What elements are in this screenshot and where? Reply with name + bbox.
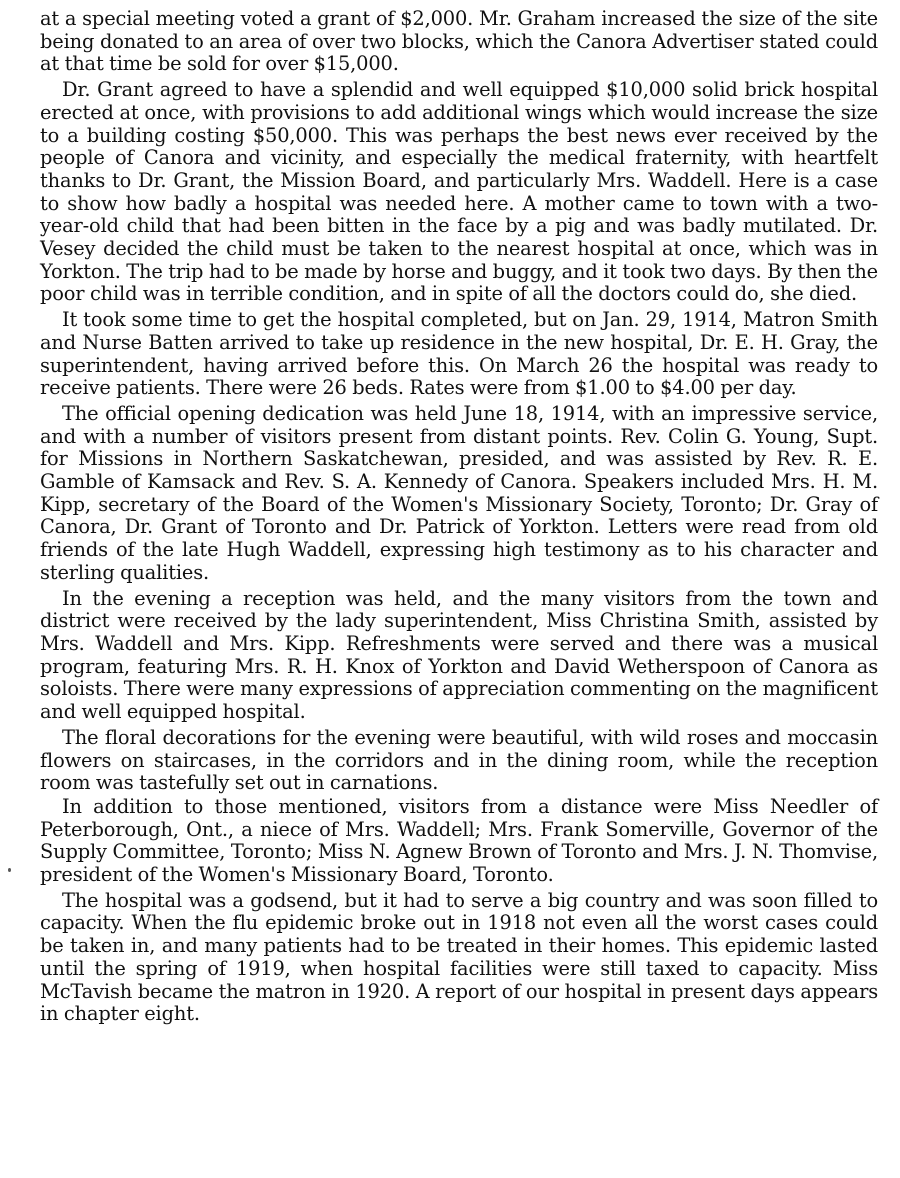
document-page — [40, 8, 878, 1026]
paragraph-dr-grant: Dr. Grant agreed to have a splendid and well equipped $10,000 solid brick hospital erected at once, with provisions to add additional wings which would increase the size to a building costing $50,000. This was perhaps the best news ever received by the people of Canora and vicinity, and especially the medical fraternity, with heartfelt thanks to Dr. Grant, the Mission Board, and particularly Mrs. Waddell. Here is a case to show how badly a hospital was needed here. A mother came to town with a two-year-old child that had been bitten in the face by a pig and was badly mutilated. Dr. Vesey decided the child must be taken to the nearest hospital at once, which was in Yorkton. The trip had to be made by horse and buggy, and it took two days. By then the poor child was in terrible condition, and in spite of all the doctors could do, she died. — [40, 78, 878, 306]
paragraph-evening-reception: In the evening a reception was held, and the many visitors from the town and district were received by the lady superintendent, Miss Christina Smith, assisted by Mrs. Waddell and Mrs. Kipp. Refreshments were served and there was a musical program, featuring Mrs. R. H. Knox of Yorkton and David Wetherspoon of Canora as soloists. There were many expressions of appreciation commenting on the magnificent and well equipped hospital. — [40, 586, 878, 724]
paragraph-visitors: In addition to those mentioned, visitors from a distance were Miss Needler of Peterborough, Ont., a niece of Mrs. Waddell; Mrs. Frank Somerville, Governor of the Supply Committee, Toronto; Miss N. Agnew Brown of Toronto and Mrs. J. N. Thomvise, president of the Women's Missionary Board, Toronto. — [40, 794, 878, 887]
paragraph-godsend: The hospital was a godsend, but it had to serve a big country and was soon filled to capacity. When the flu epidemic broke out in 1918 not even all the worst cases could be taken in, and many patients had to be treated in their homes. This epidemic lasted until the spring of 1919, when hospital facilities were still taxed to capacity. Miss McTavish became the matron in 1920. A report of our hospital in present days appears in chapter eight. — [40, 888, 878, 1026]
paragraph-hospital-completed: It took some time to get the hospital completed, but on Jan. 29, 1914, Matron Smith and Nurse Batten arrived to take up residence in the new hospital, Dr. E. H. Gray, the superintendent, having arrived before this. On March 26 the hospital was ready to receive patients. There were 26 beds. Rates were from $1.00 to $4.00 per day. — [40, 308, 878, 400]
paragraph-floral-decorations: The floral decorations for the evening were beautiful, with wild roses and moccasin flowers on staircases, in the corridors and in the dining room, while the reception room was tastefully set out in carnations. — [40, 725, 878, 795]
paragraph-opening-dedication: The official opening dedication was held June 18, 1914, with an impressive service, and with a number of visitors present from distant points. Rev. Colin G. Young, Supt. for Missions in Northern Saskatchewan, presided, and was assisted by Rev. R. E. Gamble of Kamsack and Rev. S. A. Kennedy of Canora. Speakers included Mrs. H. M. Kipp, secretary of the Board of the Women's Missionary Society, Toronto; Dr. Gray of Canora, Dr. Grant of Toronto and Dr. Patrick of Yorkton. Letters were read from old friends of the late Hugh Waddell, expressing high testimony as to his character and sterling qualities. — [40, 401, 878, 584]
paragraph-grant-continuation: at a special meeting voted a grant of $2,000. Mr. Graham increased the size of the site being donated to an area of over two blocks, which the Canora Advertiser stated could at that time be sold for over $15,000. — [40, 7, 878, 76]
margin-speck — [8, 868, 11, 872]
